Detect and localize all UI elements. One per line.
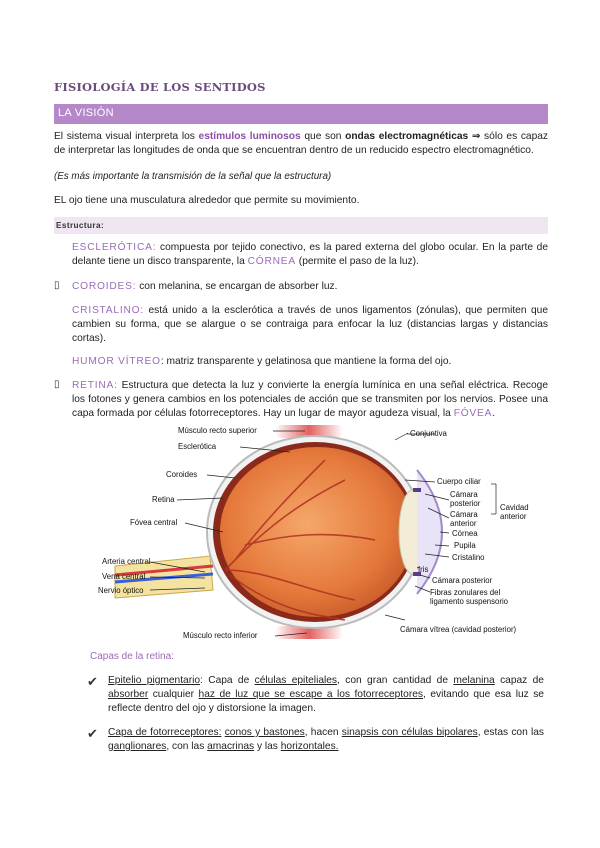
label-posterior-chamber-2: Cámara posterior bbox=[432, 576, 493, 585]
check-icon: ✔ bbox=[87, 726, 98, 741]
layer-2-text: Capa de fotorreceptores: conos y bastones, hacen sinapsis con células bipolares, estas con las ganglionares, con las amacrinas y las horizontales. bbox=[108, 727, 544, 752]
label-fovea: Fóvea central bbox=[130, 518, 178, 527]
lens-item: CRISTALINO: está unido a la esclerótica a través de unos ligamentos (zónulas), que permiten que cambien su forma, que se alargue o se contraiga para enfocar la luz (distancias largas y distancias cortas). bbox=[72, 305, 548, 344]
label-zonular-fibers: Fibras zonulares del ligamento suspensorio bbox=[430, 588, 509, 606]
label-lens: Cristalino bbox=[452, 553, 485, 562]
layers-heading: Capas de la retina: bbox=[90, 651, 174, 662]
note-text: (Es más importante la transmisión de la señal que la estructura) bbox=[54, 171, 332, 182]
label-choroid: Coroides bbox=[166, 470, 198, 479]
label-anterior-chamber: Cámara anterior bbox=[450, 510, 478, 528]
label-conjunctiva: Conjuntiva bbox=[410, 429, 447, 438]
sclera-item: ESCLERÓTICA: compuesta por tejido conectivo, es la pared externa del globo ocular. En la parte de delante tiene un disco transparente, la CÓRNEA (permite el paso de la luz). bbox=[72, 242, 548, 267]
retina-shape bbox=[220, 447, 414, 617]
label-superior-muscle: Músculo recto superior bbox=[178, 426, 257, 435]
label-central-vein: Vena central bbox=[102, 572, 146, 581]
intro-paragraph: El sistema visual interpreta los estímulos luminosos que son ondas electromagnéticas ⇒ sólo es capaz de interpretar las longitudes de onda que se encuentran dentro de un reducido espectro electromagnético. bbox=[54, 131, 549, 156]
structure-heading-bar bbox=[54, 217, 548, 234]
section-title: LA VISIÓN bbox=[58, 107, 114, 119]
structure-heading: Estructura: bbox=[56, 221, 105, 230]
label-central-artery: Arteria central bbox=[102, 557, 151, 566]
layer-1-text: Epitelio pigmentario: Capa de células epiteliales, con gran cantidad de melanina capaz de absorber cualquier haz de luz que se escape a los fotorreceptores, evitando que esa luz se reflecte dentro del ojo y distorsione la imagen. bbox=[108, 675, 544, 714]
bullet-icon: ▯ bbox=[54, 379, 60, 390]
check-icon: ✔ bbox=[87, 674, 98, 689]
label-iris: Iris bbox=[418, 565, 429, 574]
label-cornea: Córnea bbox=[452, 529, 478, 538]
vitreous-item: HUMOR VÍTREO: matriz transparente y gelatinosa que mantiene la forma del ojo. bbox=[72, 356, 452, 367]
label-retina: Retina bbox=[152, 495, 175, 504]
label-ciliary-body: Cuerpo ciliar bbox=[437, 477, 481, 486]
bullet-icon: ▯ bbox=[54, 280, 60, 291]
label-inferior-muscle: Músculo recto inferior bbox=[183, 631, 258, 640]
muscle-text: EL ojo tiene una musculatura alrededor que permite su movimiento. bbox=[54, 195, 360, 206]
section-header bbox=[54, 104, 548, 124]
label-pupil: Pupila bbox=[454, 541, 476, 550]
choroid-item: COROIDES: con melanina, se encargan de absorber luz. bbox=[72, 281, 338, 292]
label-optic-nerve: Nervio óptico bbox=[98, 586, 144, 595]
retina-item: RETINA: Estructura que detecta la luz y convierte la energía lumínica en una señal eléctrica. Recoge los fotones y genera cambios en los potenciales de acción que se transmiten por los nervios. Posee una capa formada por células fotorreceptores. Hay un lugar de mayor agudeza visual, la FÓVEA. bbox=[72, 380, 548, 419]
label-posterior-chamber: Cámara posterior bbox=[450, 490, 481, 508]
label-anterior-cavity: Cavidad anterior bbox=[500, 503, 529, 521]
label-sclera: Esclerótica bbox=[178, 442, 217, 451]
label-vitreous-chamber: Cámara vítrea (cavidad posterior) bbox=[400, 625, 517, 634]
page-title: FISIOLOGÍA DE LOS SENTIDOS bbox=[54, 80, 266, 94]
